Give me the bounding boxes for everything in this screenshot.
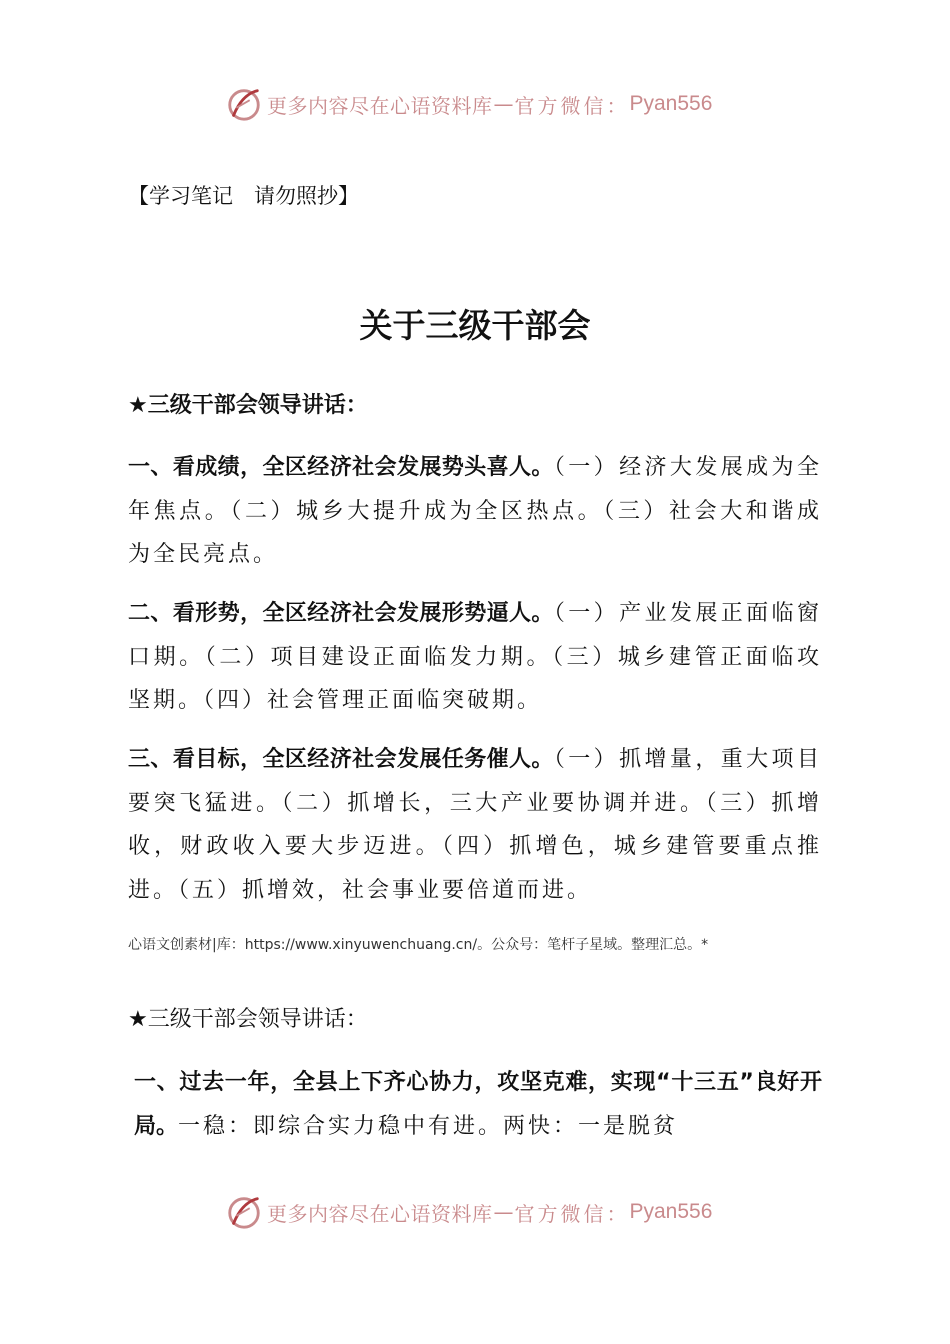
section-heading-1: ★三级干部会领导讲话： <box>128 393 368 418</box>
paragraph-lead: 一、过去一年，全县上下齐心协力，攻坚克难，实现“十三五”良好开局。 <box>134 1070 822 1139</box>
paragraph-1 <box>128 446 822 577</box>
watermark-wechat-id: Pyan556 <box>629 1200 713 1223</box>
watermark-wechat-id: Pyan556 <box>629 92 713 115</box>
watermark-wechat-label: 官方微信： <box>514 1201 630 1226</box>
paragraph-lead: 一、看成绩，全区经济社会发展势头喜人。 <box>128 455 554 480</box>
brand-logo-icon <box>225 85 263 123</box>
page-title: 关于三级干部会 <box>359 306 591 345</box>
watermark-separator: — <box>493 92 514 116</box>
paragraph-body: 一稳：即综合实力稳中有进。两快：一是脱贫 <box>178 1113 679 1139</box>
watermark-text: 更多内容尽在心语资料库 <box>267 93 493 118</box>
paragraph-4 <box>134 1061 822 1148</box>
watermark-text: 更多内容尽在心语资料库 <box>267 1201 493 1226</box>
watermark-wechat-label: 官方微信： <box>514 93 630 118</box>
watermark-banner-bottom <box>225 1192 712 1232</box>
study-note-label: 【学习笔记 请勿照抄】 <box>128 184 359 208</box>
paragraph-lead: 三、看目标，全区经济社会发展任务催人。 <box>128 747 554 772</box>
paragraph-body: （一）经济大发展成为全年焦点。（二）城乡大提升成为全区热点。（三）社会大和谐成为全民亮点。 <box>128 455 822 567</box>
brand-logo-icon <box>225 1193 263 1231</box>
watermark-banner-top <box>225 84 712 124</box>
paragraph-body: （一）产业发展正面临窗口期。（二）项目建设正面临发力期。（三）城乡建管正面临攻坚期。（四）社会管理正面临突破期。 <box>128 601 822 713</box>
paragraph-body: （一）抓增量，重大项目要突飞猛进。（二）抓增长，三大产业要协调并进。（三）抓增收，财政收入要大步迈进。（四）抓增色，城乡建管要重点推进。（五）抓增效，社会事业要倍道而进。 <box>128 747 822 903</box>
paragraph-lead: 二、看形势，全区经济社会发展形势逼人。 <box>128 601 554 626</box>
watermark-separator: — <box>493 1200 514 1224</box>
source-line: 心语文创素材|库：https://www.xinyuwenchuang.cn/。公众号：笔杆子星域。整理汇总。* <box>128 937 709 953</box>
section-heading-2: ★三级干部会领导讲话： <box>128 1007 368 1032</box>
paragraph-3 <box>128 738 822 912</box>
paragraph-2 <box>128 592 822 723</box>
